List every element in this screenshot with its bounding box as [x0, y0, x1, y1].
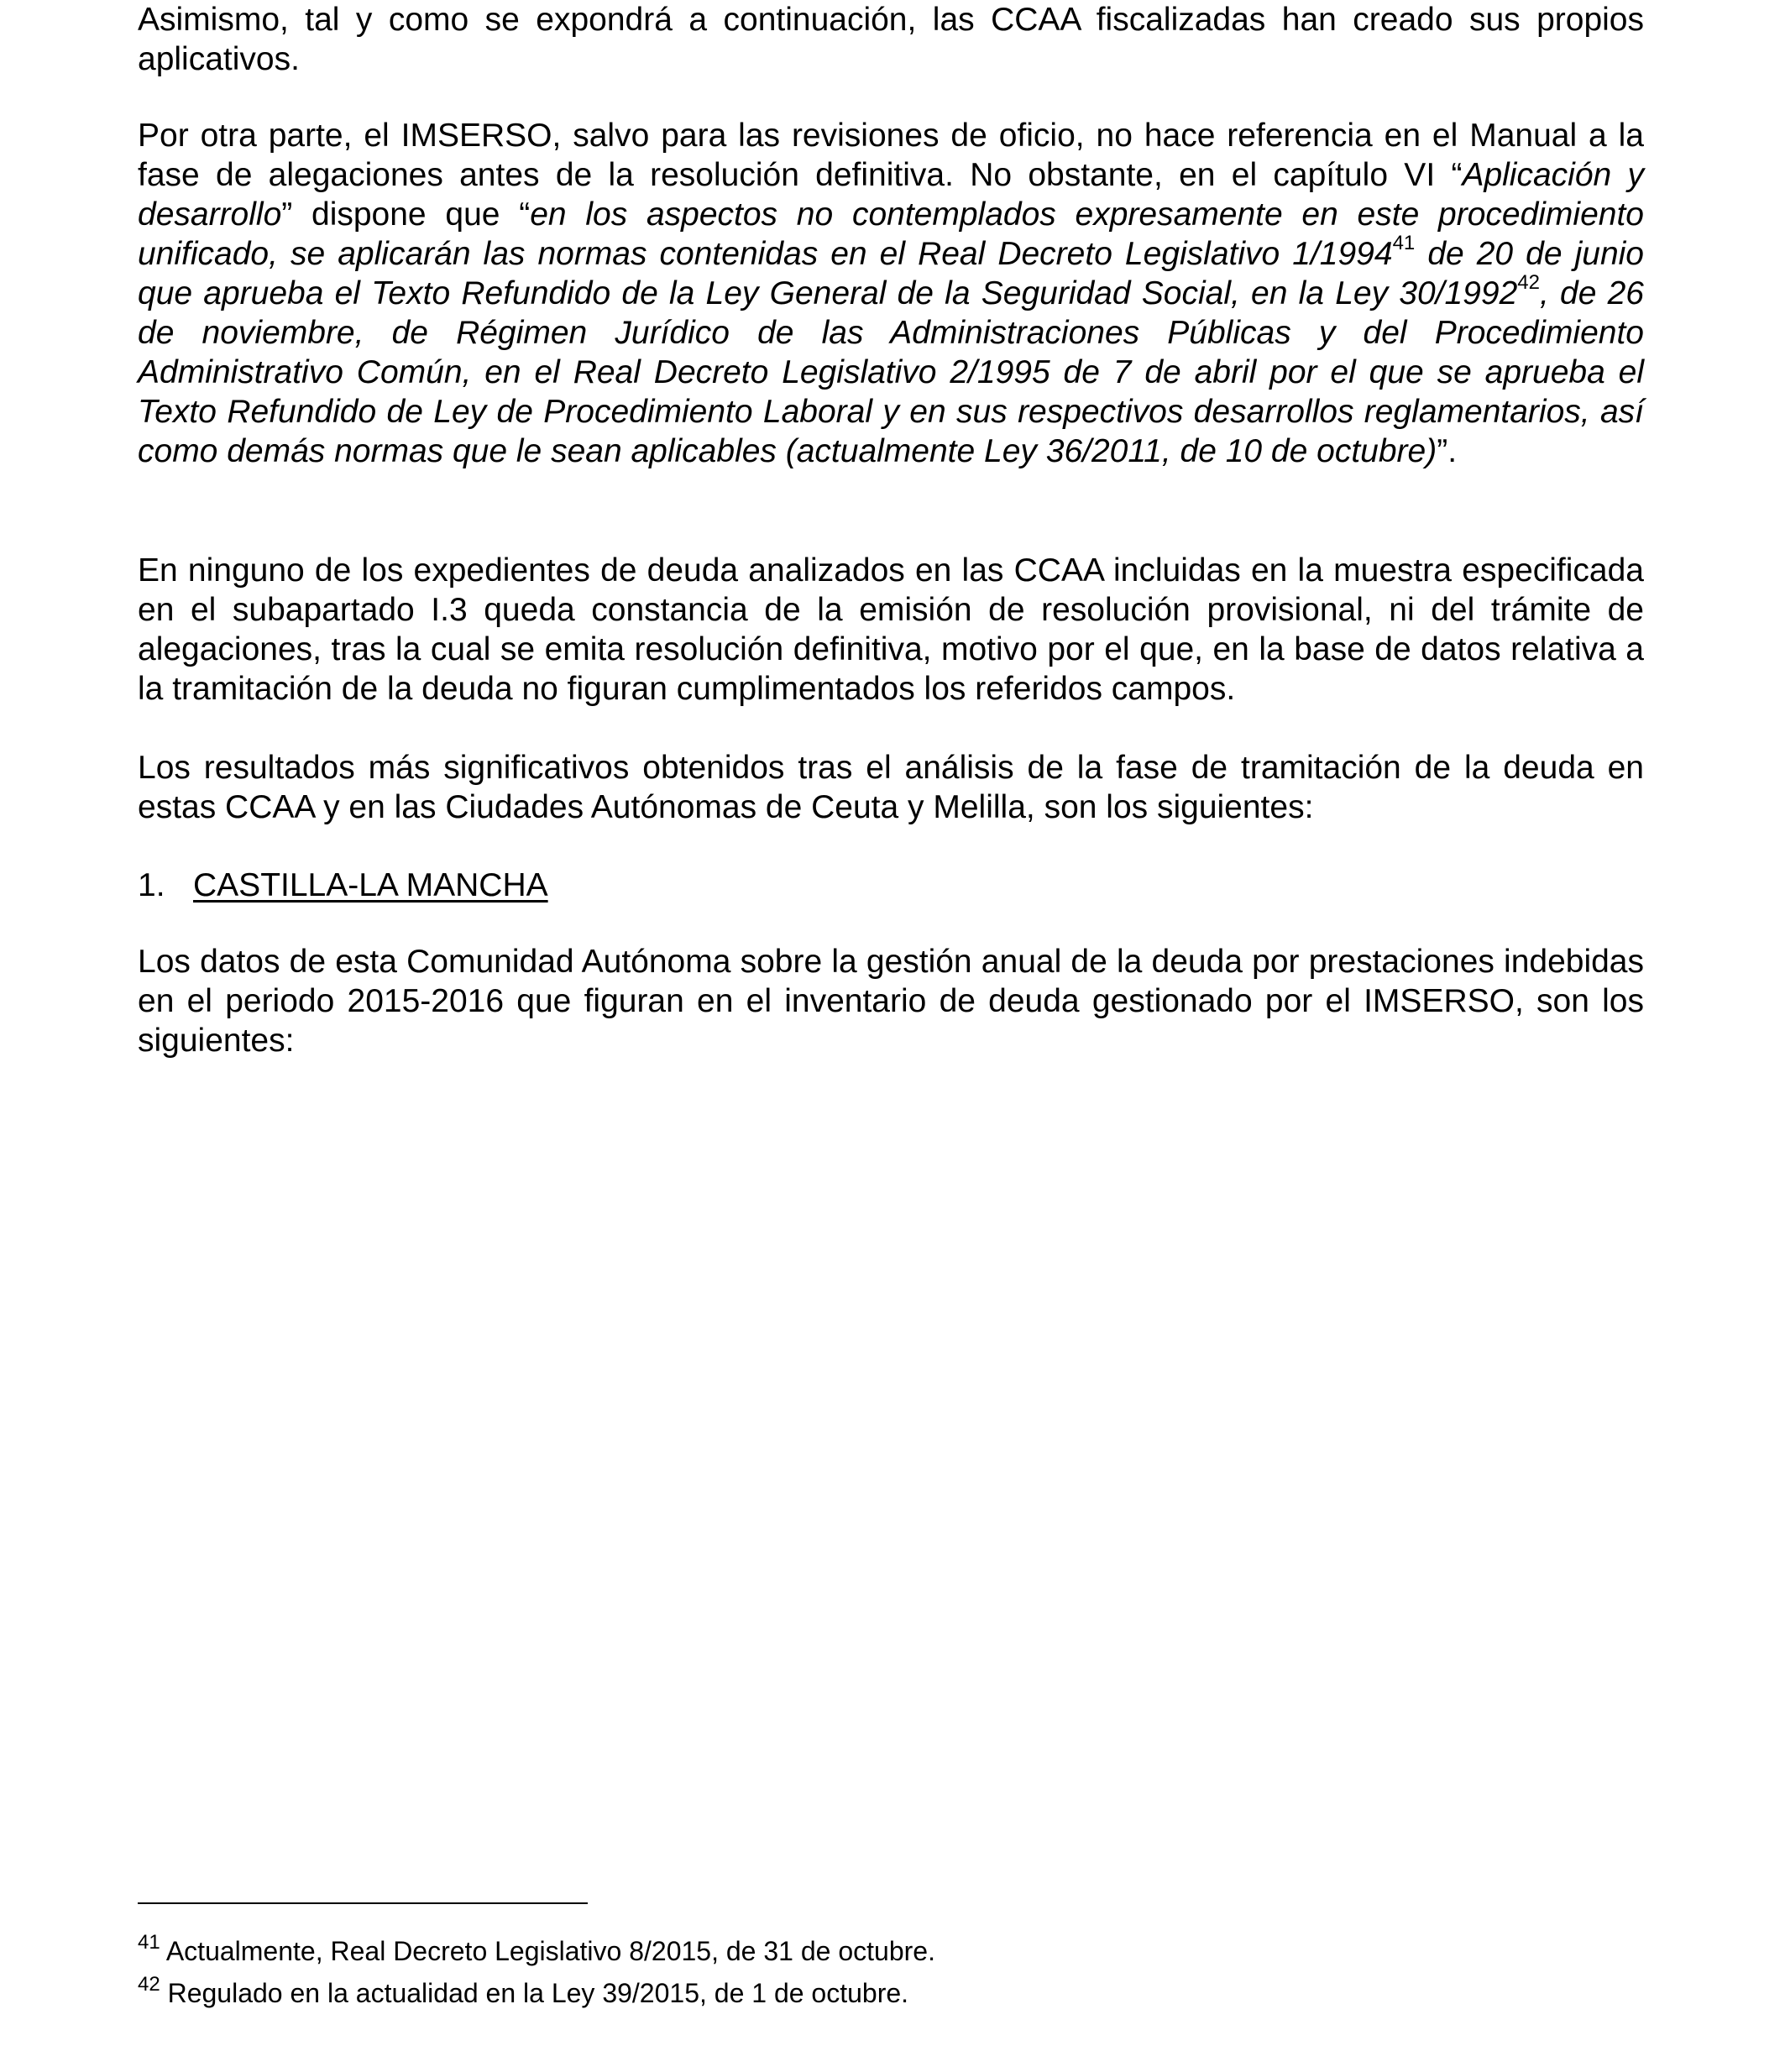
paragraph-text: Por otra parte, el IMSERSO, salvo para las revisiones de oficio, no hace referencia en el Manual a la fase de alegaciones antes de la resolución definitiva. No obstante, en el capítulo VI “	[138, 118, 1644, 193]
paragraph-results-intro	[138, 748, 1644, 827]
paragraph-debt-files	[138, 551, 1644, 709]
section-number: 1.	[138, 867, 165, 903]
paragraph-text: Los datos de esta Comunidad Autónoma sobre la gestión anual de la deuda por prestaciones indebidas en el periodo 2015-2016 que figuran en el inventario de deuda gestionado por el IMSERSO, son los siguientes:	[138, 944, 1644, 1059]
footnote-text: Actualmente, Real Decreto Legislativo 8/2015, de 31 de octubre.	[160, 1936, 935, 1966]
footnote-separator	[138, 1902, 588, 1904]
paragraph-text: ” dispone que “	[281, 196, 531, 233]
paragraph-text: Asimismo, tal y como se expondrá a continuación, las CCAA fiscalizadas han creado sus propios aplicativos.	[138, 2, 1644, 77]
paragraph-own-applications	[138, 0, 1644, 79]
paragraph-text: En ninguno de los expedientes de deuda analizados en las CCAA incluidas en la muestra especificada en el subapartado I.3 queda constancia de la emisión de resolución provisional, ni del trámite de alegaciones, tras la cual se emita resolución definitiva, motivo por el que, en la base de datos relativa a la tramitación de la deuda no figuran cumplimentados los referidos campos.	[138, 552, 1644, 707]
footnote-42	[138, 1973, 909, 2010]
quoted-text: de 20 de junio que aprueba el Texto Refundido de la Ley General de la Seguridad Social, en la Ley 30/1992	[138, 236, 1645, 311]
paragraph-text: ”.	[1437, 433, 1458, 469]
footnote-marker: 42	[138, 1973, 160, 1996]
footnote-reference-41[interactable]: 41	[1392, 232, 1416, 254]
chapter-title-italic: Aplicación y desarrollo	[138, 157, 1644, 233]
section-title: CASTILLA-LA MANCHA	[193, 867, 548, 903]
footnote-reference-42[interactable]: 42	[1517, 271, 1540, 294]
footnote-text: Regulado en la actualidad en la Ley 39/2015, de 1 de octubre.	[160, 1978, 909, 2008]
paragraph-annual-debt-data	[138, 942, 1644, 1060]
paragraph-text: Los resultados más significativos obtenidos tras el análisis de la fase de tramitación de la deuda en estas CCAA y en las Ciudades Autónomas de Ceuta y Melilla, son los siguientes:	[138, 750, 1644, 825]
quoted-text: , de 26 de noviembre, de Régimen Jurídico de las Administraciones Públicas y del Procedimiento Administrativo Común, en el Real Decreto Legislativo 2/1995 de 7 de abril por el que se aprueba el Texto Refundido de Ley de Procedimiento Laboral y en sus respectivos desarrollos reglamentarios, así como demás normas que le sean aplicables (actualmente Ley 36/2011, de 10 de octubre)	[138, 275, 1644, 469]
quoted-text: en los aspectos no contemplados expresamente en este procedimiento unificado, se aplicarán las normas contenidas en el Real Decreto Legislativo 1/1994	[138, 196, 1644, 272]
footnote-marker: 41	[138, 1931, 160, 1954]
section-heading	[138, 866, 548, 905]
footnote-41	[138, 1931, 935, 1968]
paragraph-imserso-manual	[138, 116, 1644, 471]
